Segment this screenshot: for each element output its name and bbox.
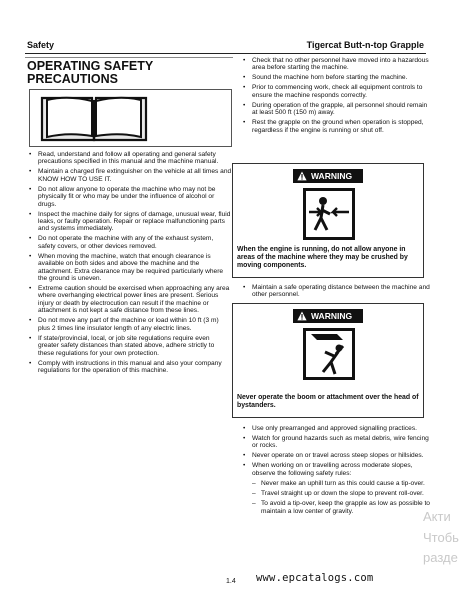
right-column-top (242, 57, 430, 137)
list-item: • Comply with instructions in this manual and also your company regulations for the operation of this machine. (28, 360, 232, 375)
crush-warning-text: When the engine is running, do not allow anyone in areas of the machine where they may be crushed by moving components. (237, 246, 408, 269)
slope-rules-intro: When working on or travelling across moderate slopes, observe the following safety rules: (252, 462, 413, 477)
list-item: • Sound the machine horn before starting the machine. (242, 74, 430, 81)
product-header: Tigercat Butt-n-top Grapple (306, 40, 424, 50)
sub-list-item: – Travel straight up or down the slope to prevent roll-over. (252, 490, 430, 497)
list-item: • Inspect the machine daily for signs of damage, unusual wear, fluid leaks, or faulty operation. Repair or replace malfunctioning parts and systems immediately. (28, 211, 232, 233)
title-divider (25, 57, 233, 58)
right-column-middle (242, 284, 430, 301)
list-item: • During operation of the grapple, all personnel should remain at least 500 ft (150 m) away. (242, 102, 430, 117)
crush-warning-box (232, 163, 424, 278)
os-watermark-line: разде (423, 550, 458, 565)
list-item: • Maintain a safe operating distance between the machine and other personnel. (242, 284, 430, 299)
slope-rules-list (252, 480, 430, 515)
list-item: • Check that no other personnel have moved into a hazardous area before starting the machine. (242, 57, 430, 72)
overhead-warning-text: Never operate the boom or attachment over the head of bystanders. (237, 394, 419, 409)
page-number: 1.4 (226, 578, 236, 585)
list-item: • Do not operate the machine with any of the exhaust system, safety covers, or other devices removed. (28, 235, 232, 250)
warning-label-text: WARNING (311, 311, 353, 321)
os-watermark-line: Чтобь (423, 530, 459, 545)
os-watermark-line: Акти (423, 509, 451, 524)
list-item: • Do not move any part of the machine or load within 10 ft (3 m) plus 2 times line insulator length of any electric lines. (28, 317, 232, 332)
header-divider (25, 53, 426, 54)
warning-triangle-icon (297, 171, 307, 181)
sub-list-item: – To avoid a tip-over, keep the grapple as low as possible to maintain a low center of gravity. (252, 500, 430, 515)
list-item: • Use only prearranged and approved signalling practices. (242, 425, 430, 432)
warning-label (293, 309, 363, 323)
right-column-bottom (242, 425, 430, 518)
list-item: • When moving the machine, watch that enough clearance is available on both sides and above the machine and the attachment. Extra clearance may be required particularly where the ground is uneven. (28, 253, 232, 283)
list-item: • Never operate on or travel across steep slopes or hillsides. (242, 452, 430, 459)
list-item: • Extreme caution should be exercised when approaching any area where overhanging electrical power lines are present. Serious injury or death by electrocution can result if the machine or attachment is not kept a safe distance from these lines. (28, 285, 232, 315)
sub-list-item: – Never make an uphill turn as this could cause a tip-over. (252, 480, 430, 487)
list-item: • Rest the grapple on the ground when operation is stopped, regardless if the engine is running or shut off. (242, 119, 430, 134)
warning-triangle-icon (297, 311, 307, 321)
section-header: Safety (27, 40, 55, 50)
list-item: • Read, understand and follow all operating and general safety precautions specified in this manual and the machine manual. (28, 151, 232, 166)
list-item: • Maintain a charged fire extinguisher on the vehicle at all times and KNOW HOW TO USE IT. (28, 168, 232, 183)
overhead-load-icon (303, 328, 355, 380)
website-watermark: www.epcatalogs.com (256, 572, 374, 584)
list-item: • Do not allow anyone to operate the machine who may not be physically fit or who may be under the influence of alcohol or drugs. (28, 186, 232, 208)
list-item: • Watch for ground hazards such as metal debris, wire fencing or rocks. (242, 435, 430, 450)
crush-hazard-icon (303, 188, 355, 240)
list-item: • If state/provincial, local, or job site regulations require even greater safety distances than stated above, adhere strictly to these regulations for your own protection. (28, 335, 232, 357)
list-item: • Prior to commencing work, check all equipment controls to ensure the machine responds correctly. (242, 84, 430, 99)
left-column (28, 151, 232, 377)
overhead-warning-box (232, 303, 424, 418)
list-item (242, 462, 430, 515)
page-title: OPERATING SAFETY PRECAUTIONS (27, 59, 153, 86)
open-book-icon (38, 88, 150, 143)
warning-label (293, 169, 363, 183)
warning-label-text: WARNING (311, 171, 353, 181)
